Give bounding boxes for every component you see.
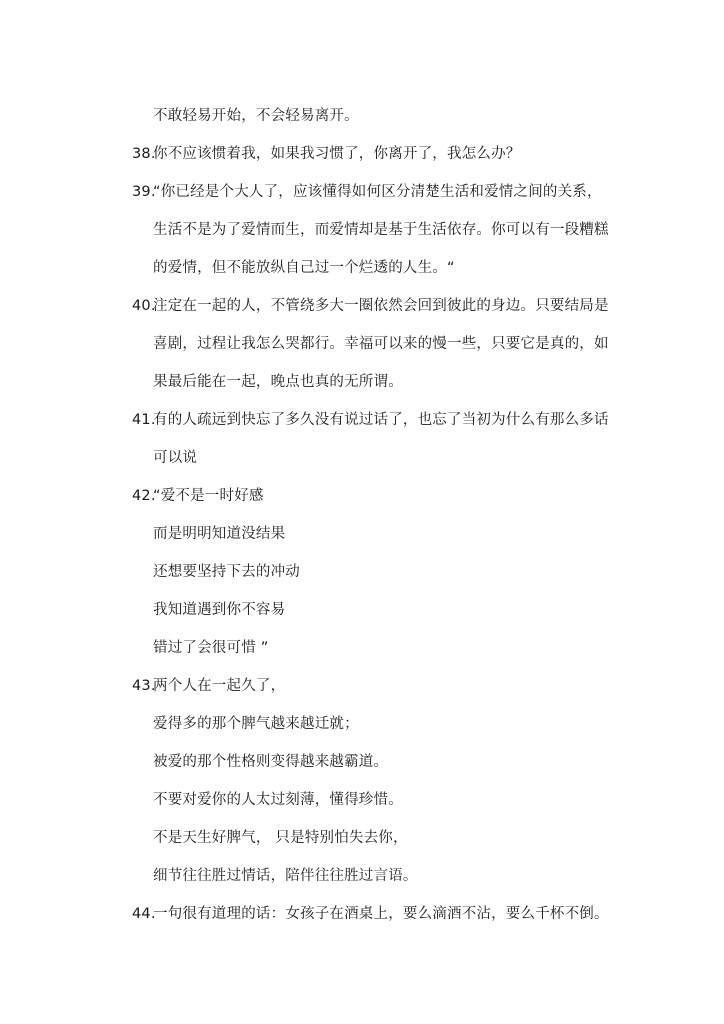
- text-line: “爱不是一时好感: [153, 488, 264, 504]
- text-line: 两个人在一起久了，: [153, 678, 286, 694]
- text-line: 果最后能在一起，晚点也真的无所谓。: [153, 374, 403, 390]
- item-number: 38.: [132, 146, 156, 162]
- text-line: 细节往往胜过情话，陪伴往往胜过言语。: [153, 868, 418, 884]
- item-number: 41.: [132, 412, 156, 428]
- text-line: 喜剧，过程让我怎么哭都行。幸福可以来的慢一些，只要它是真的，如: [153, 336, 609, 352]
- item-number: 43.: [132, 678, 156, 694]
- text-line: 我知道遇到你不容易: [153, 602, 286, 618]
- text-line: 生活不是为了爱情而生，而爱情却是基于生活依存。你可以有一段糟糕: [153, 222, 609, 238]
- text-line: 不是天生好脾气， 只是特别怕失去你，: [153, 830, 408, 846]
- item-number: 40.: [132, 298, 156, 314]
- text-line: 有的人疏远到快忘了多久没有说过话了，也忘了当初为什么有那么多话: [153, 412, 609, 428]
- text-line: “你已经是个大人了，应该懂得如何区分清楚生活和爱情之间的关系，: [153, 184, 602, 200]
- item-number: 42.: [132, 488, 156, 504]
- text-line: 而是明明知道没结果: [153, 526, 286, 542]
- text-line: 不敢轻易开始，不会轻易离开。: [153, 108, 359, 124]
- item-number: 39.: [132, 184, 156, 200]
- text-line: 的爱情，但不能放纵自己过一个烂透的人生。“: [153, 260, 455, 276]
- text-line: 被爱的那个性格则变得越来越霸道。: [153, 754, 389, 770]
- text-line: 还想要坚持下去的冲动: [153, 564, 300, 580]
- text-line: 注定在一起的人，不管绕多大一圈依然会回到彼此的身边。只要结局是: [153, 298, 609, 314]
- text-line: 一句很有道理的话：女孩子在酒桌上，要么滴酒不沾，要么千杯不倒。: [153, 906, 609, 922]
- text-line: 错过了会很可惜 ”: [153, 640, 269, 656]
- text-line: 你不应该惯着我，如果我习惯了，你离开了，我怎么办？: [153, 146, 521, 162]
- text-line: 爱得多的那个脾气越来越迁就；: [153, 716, 359, 732]
- text-line: 不要对爱你的人太过刻薄，懂得珍惜。: [153, 792, 403, 808]
- text-line: 可以说: [153, 450, 198, 466]
- item-number: 44.: [132, 906, 156, 922]
